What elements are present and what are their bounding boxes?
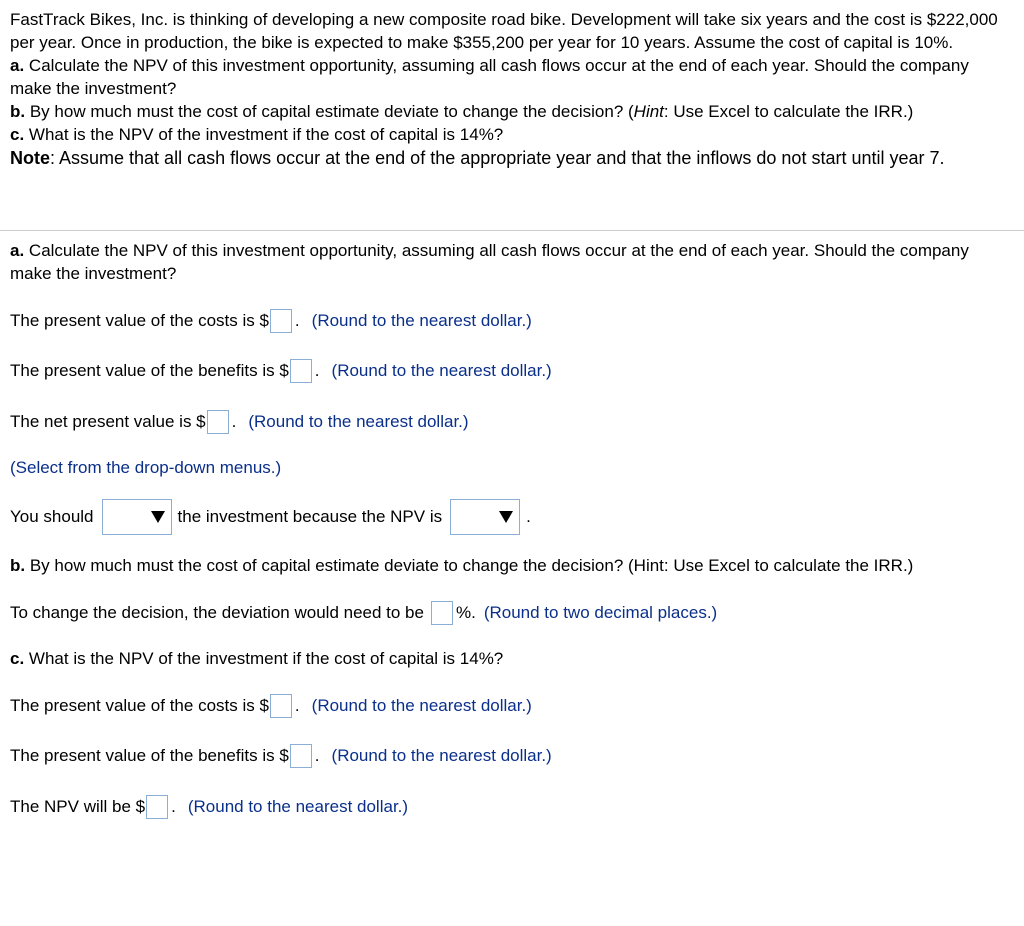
part-a-npv-row [10, 410, 469, 434]
problem-intro: FastTrack Bikes, Inc. is thinking of developing a new composite road bike. Development will take six years and the cost is $222,000 per year. Once in production, the bike is expected to make $355,200 per year for 10 years. Assume the cost of capital is 10%. [10, 10, 998, 52]
decision-dropdown[interactable] [102, 499, 172, 535]
part-c-pv-costs-label: The present value of the costs is $ [10, 696, 269, 715]
part-b-deviation-label: To change the decision, the deviation would need to be [10, 603, 424, 622]
problem-part-b-label: b. [10, 102, 26, 121]
part-b-percent-suffix: %. [455, 603, 476, 622]
part-a-label: a. [10, 241, 25, 260]
part-a-pv-costs-label: The present value of the costs is $ [10, 311, 269, 330]
problem-part-b [10, 100, 1014, 123]
part-c-npv-input[interactable] [146, 795, 168, 819]
part-b-label: b. [10, 556, 26, 575]
part-a-pv-benefits-input[interactable] [290, 359, 312, 383]
part-c-pv-benefits-period: . [314, 746, 320, 765]
part-a-decision-end-period: . [526, 507, 531, 526]
part-a-npv-hint: (Round to the nearest dollar.) [248, 412, 469, 431]
problem-part-c-text: What is the NPV of the investment if the cost of capital is 14%? [28, 125, 504, 144]
part-c-npv-row [10, 795, 408, 819]
part-c-pv-benefits-label: The present value of the benefits is $ [10, 746, 289, 765]
part-a-decision-row [10, 499, 531, 535]
problem-note-text: : Assume that all cash flows occur at the end of the appropriate year and that the inflows do not start until year 7. [50, 148, 945, 168]
part-c-label: c. [10, 649, 25, 668]
chevron-down-icon [499, 511, 513, 523]
problem-part-a [10, 54, 1014, 100]
part-a-pv-benefits-period: . [314, 361, 320, 380]
section-divider [0, 230, 1024, 231]
npv-sign-dropdown[interactable] [450, 499, 520, 535]
problem-note [10, 146, 1014, 170]
part-b-hint: (Round to two decimal places.) [483, 603, 718, 622]
part-a-pv-costs-period: . [294, 311, 300, 330]
part-c-pv-benefits-row [10, 744, 552, 768]
problem-part-b-hint-word: Hint [633, 102, 664, 121]
part-c-question [10, 648, 503, 670]
problem-part-a-label: a. [10, 56, 25, 75]
problem-part-c-label: c. [10, 125, 25, 144]
chevron-down-icon [151, 511, 165, 523]
part-c-pv-costs-row [10, 694, 532, 718]
part-c-question-text: What is the NPV of the investment if the cost of capital is 14%? [28, 649, 504, 668]
part-b-deviation-row [10, 601, 717, 625]
part-a-pv-benefits-hint: (Round to the nearest dollar.) [331, 361, 552, 380]
part-c-pv-benefits-input[interactable] [290, 744, 312, 768]
problem-part-c [10, 123, 1014, 146]
problem-part-b-text-post: : Use Excel to calculate the IRR.) [663, 102, 914, 121]
part-b-question [10, 555, 913, 577]
problem-note-label: Note [10, 148, 50, 168]
problem-part-a-text: Calculate the NPV of this investment opportunity, assuming all cash flows occur at the end of each year. Should the company make the investment? [10, 56, 969, 98]
part-a-select-hint: (Select from the drop-down menus.) [10, 458, 282, 477]
part-a-npv-label: The net present value is $ [10, 412, 206, 431]
part-c-pv-costs-hint: (Round to the nearest dollar.) [311, 696, 532, 715]
part-a-pv-costs-input[interactable] [270, 309, 292, 333]
part-a-you-should-label: You should [10, 507, 94, 526]
part-c-pv-costs-input[interactable] [270, 694, 292, 718]
part-b-deviation-input[interactable] [431, 601, 453, 625]
problem-statement [10, 8, 1014, 170]
part-a-npv-period: . [231, 412, 237, 431]
part-a-pv-benefits-label: The present value of the benefits is $ [10, 361, 289, 380]
part-c-npv-period: . [171, 797, 176, 816]
part-c-npv-label: The NPV will be $ [10, 797, 146, 816]
part-a-npv-input[interactable] [207, 410, 229, 434]
part-a-pv-costs-row [10, 309, 532, 333]
part-a-pv-costs-hint: (Round to the nearest dollar.) [311, 311, 532, 330]
part-c-npv-hint: (Round to the nearest dollar.) [187, 797, 409, 816]
part-c-pv-benefits-hint: (Round to the nearest dollar.) [331, 746, 552, 765]
problem-part-b-text-pre: By how much must the cost of capital estimate deviate to change the decision? ( [29, 102, 634, 121]
part-a-question [10, 239, 1014, 285]
part-c-pv-costs-period: . [294, 696, 300, 715]
part-a-because-label: the investment because the NPV is [177, 507, 443, 526]
part-a-question-text: Calculate the NPV of this investment opportunity, assuming all cash flows occur at the end of each year. Should the company make the investment? [10, 241, 969, 283]
part-b-question-text: By how much must the cost of capital estimate deviate to change the decision? (Hint: Use Excel to calculate the IRR.) [29, 556, 914, 575]
part-a-pv-benefits-row [10, 359, 552, 383]
